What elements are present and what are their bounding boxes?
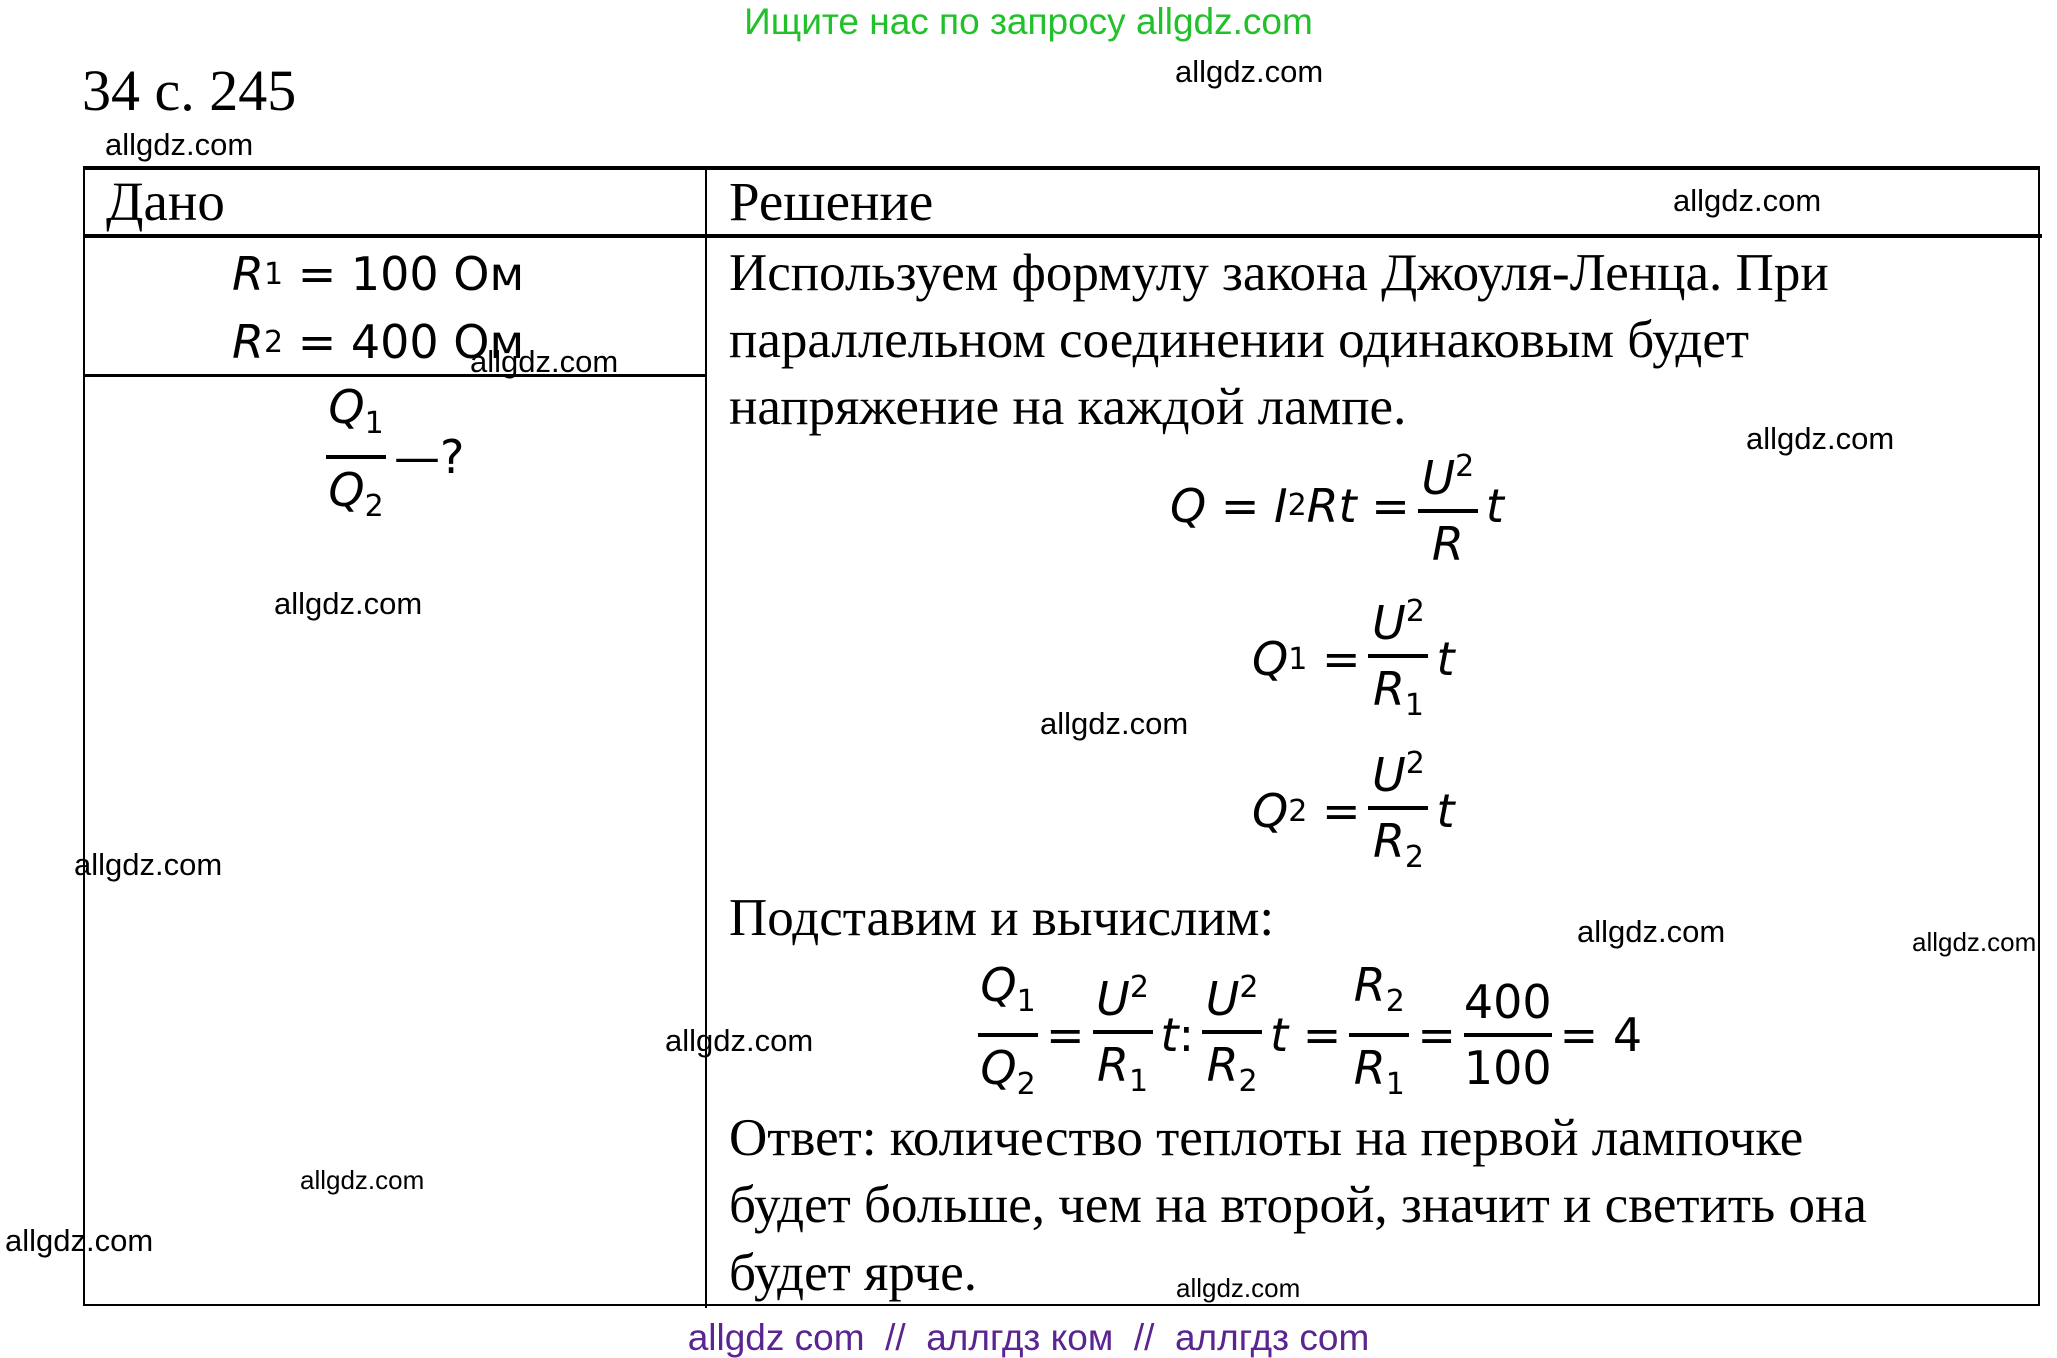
watermark: allgdz.com xyxy=(665,1023,814,1058)
given-r1: R 1 = 100 Ом xyxy=(232,247,525,301)
watermark: allgdz.com xyxy=(1577,914,1726,949)
formula-q1: Q 1 = $\frac{U^2}{R_1}$ t xyxy=(1252,594,1455,723)
watermark: allgdz.com xyxy=(1912,927,2037,957)
watermark: allgdz.com xyxy=(74,847,223,882)
watermark: allgdz.com xyxy=(1746,421,1895,456)
task-title: 34 с. 245 xyxy=(82,58,297,123)
find-ratio: $\frac{Q_1}{Q_2}$ —? xyxy=(318,380,464,534)
watermark: allgdz.com xyxy=(274,586,423,621)
footer-banner: allgdz com // аллгдз ком // аллгдз com xyxy=(687,1317,1370,1358)
column-divider xyxy=(705,166,707,1308)
formula-q2: Q 2 = $\frac{U^2}{R_2}$ t xyxy=(1252,746,1455,875)
formula-calculation: $\frac{Q_1}{Q_2}$ = $\frac{U^2}{R_1}$ t : $\frac{U^2}{R_2}$ t = $\frac{R_2}{R_1}$ = $\frac{400}{100}$ = 4 xyxy=(970,958,1642,1112)
solution-header: Решение xyxy=(729,171,934,232)
substitute-text: Подставим и вычислим: xyxy=(729,889,1275,947)
watermark: allgdz.com xyxy=(5,1223,154,1258)
watermark: allgdz.com xyxy=(1040,706,1189,741)
header-divider xyxy=(83,234,2042,238)
answer-line-2: будет больше, чем на второй, значит и светить она xyxy=(729,1176,1867,1234)
given-r2: R 2 = 400 Ом xyxy=(232,315,525,369)
watermark: allgdz.com xyxy=(470,344,619,379)
promo-banner: Ищите нас по запросу allgdz.com xyxy=(744,1,1313,42)
formula-joule-lenz: Q = I 2 Rt = $\frac{U^2}{R}$ t xyxy=(1170,449,1504,571)
answer-line-1: Ответ: количество теплоты на первой лампочке xyxy=(729,1109,1804,1167)
watermark: allgdz.com xyxy=(1673,183,1822,218)
watermark: allgdz.com xyxy=(1175,54,1324,89)
intro-line-2: параллельном соединении одинаковым будет xyxy=(729,311,1750,369)
answer-line-3: будет ярче. xyxy=(729,1244,977,1302)
watermark: allgdz.com xyxy=(300,1165,425,1195)
watermark: allgdz.com xyxy=(105,127,254,162)
intro-line-1: Используем формулу закона Джоуля-Ленца. При xyxy=(729,244,1829,302)
given-header: Дано xyxy=(106,171,225,232)
intro-line-3: напряжение на каждой лампе. xyxy=(729,378,1407,436)
watermark: allgdz.com xyxy=(1176,1273,1301,1303)
